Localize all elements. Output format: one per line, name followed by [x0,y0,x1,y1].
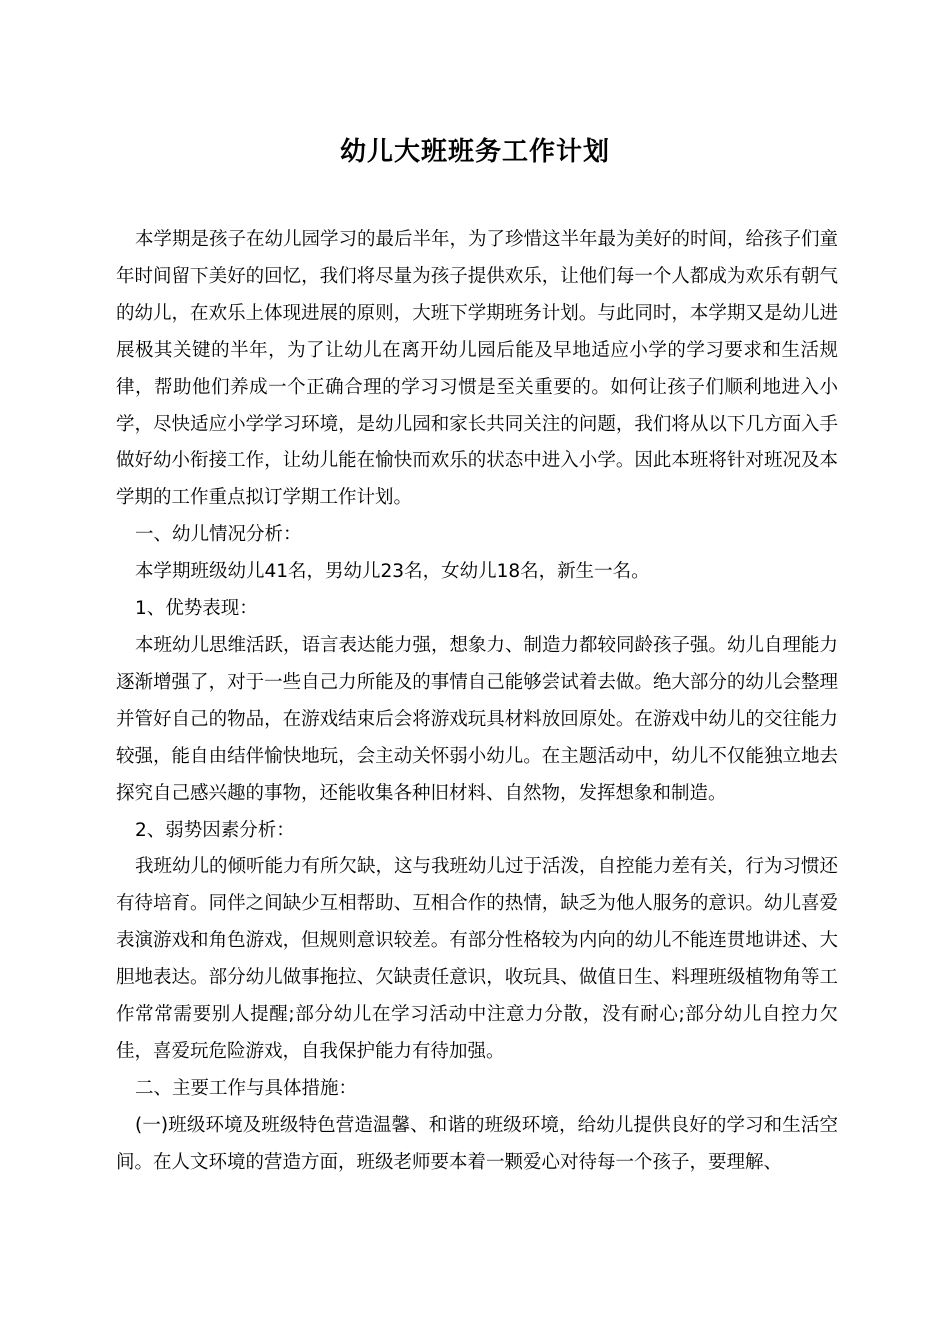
paragraph-intro: 本学期是孩子在幼儿园学习的最后半年，为了珍惜这半年最为美好的时间，给孩子们童年时间留下美好的回忆，我们将尽量为孩子提供欢乐，让他们每一个人都成为欢乐有朝气的幼儿，在欢乐上体现进展的原则，大班下学期班务计划。与此同时，本学期又是幼儿进展极其关键的半年，为了让幼儿在离开幼儿园后能及早地适应小学的学习要求和生活规律，帮助他们养成一个正确合理的学习习惯是至关重要的。如何让孩子们顺利地进入小学，尽快适应小学学习环境，是幼儿园和家长共同关注的问题，我们将从以下几方面入手做好幼小衔接工作，让幼儿能在愉快而欢乐的状态中进入小学。因此本班将针对班况及本学期的工作重点拟订学期工作计划。 [116,229,839,509]
document-body [116,222,838,1182]
paragraph-class-stats: 本学期班级幼儿41名，男幼儿23名，女幼儿18名，新生一名。 [135,561,650,583]
paragraph-strengths: 本班幼儿思维活跃，语言表达能力强，想象力、制造力都较同龄孩子强。幼儿自理能力逐渐增强了，对于一些自己力所能及的事情自己能够尝试着去做。绝大部分的幼儿会整理并管好自己的物品，在游戏结束后会将游戏玩具材料放回原处。在游戏中幼儿的交往能力较强，能自由结伴愉快地玩，会主动关怀弱小幼儿。在主题活动中，幼儿不仅能独立地去探究自己感兴趣的事物，还能收集各种旧材料、自然物，发挥想象和制造。 [116,634,839,804]
paragraph-weaknesses: 我班幼儿的倾听能力有所欠缺，这与我班幼儿过于活泼，自控能力差有关，行为习惯还有待培育。同伴之间缺少互相帮助、互相合作的热情，缺乏为他人服务的意识。幼儿喜爱表演游戏和角色游戏，但规则意识较差。有部分性格较为内向的幼儿不能连贯地讲述、大胆地表达。部分幼儿做事拖拉、欠缺责任意识，收玩具、做值日生、料理班级植物角等工作常常需要别人提醒;部分幼儿在学习活动中注意力分散，没有耐心;部分幼儿自控力欠佳，喜爱玩危险游戏，自我保护能力有待加强。 [116,856,839,1062]
heading-weaknesses: 2、弱势因素分析： [135,819,295,841]
heading-section-2: 二、主要工作与具体措施： [135,1077,358,1099]
document-title: 幼儿大班班务工作计划 [339,137,610,167]
heading-strengths: 1、优势表现： [135,598,258,620]
heading-section-1: 一、幼儿情况分析： [135,524,302,546]
paragraph-environment: (一)班级环境及班级特色营造温馨、和谐的班级环境，给幼儿提供良好的学习和生活空间。在人文环境的营造方面，班级老师要本着一颗爱心对待每一个孩子，要理解、 [116,1114,838,1173]
